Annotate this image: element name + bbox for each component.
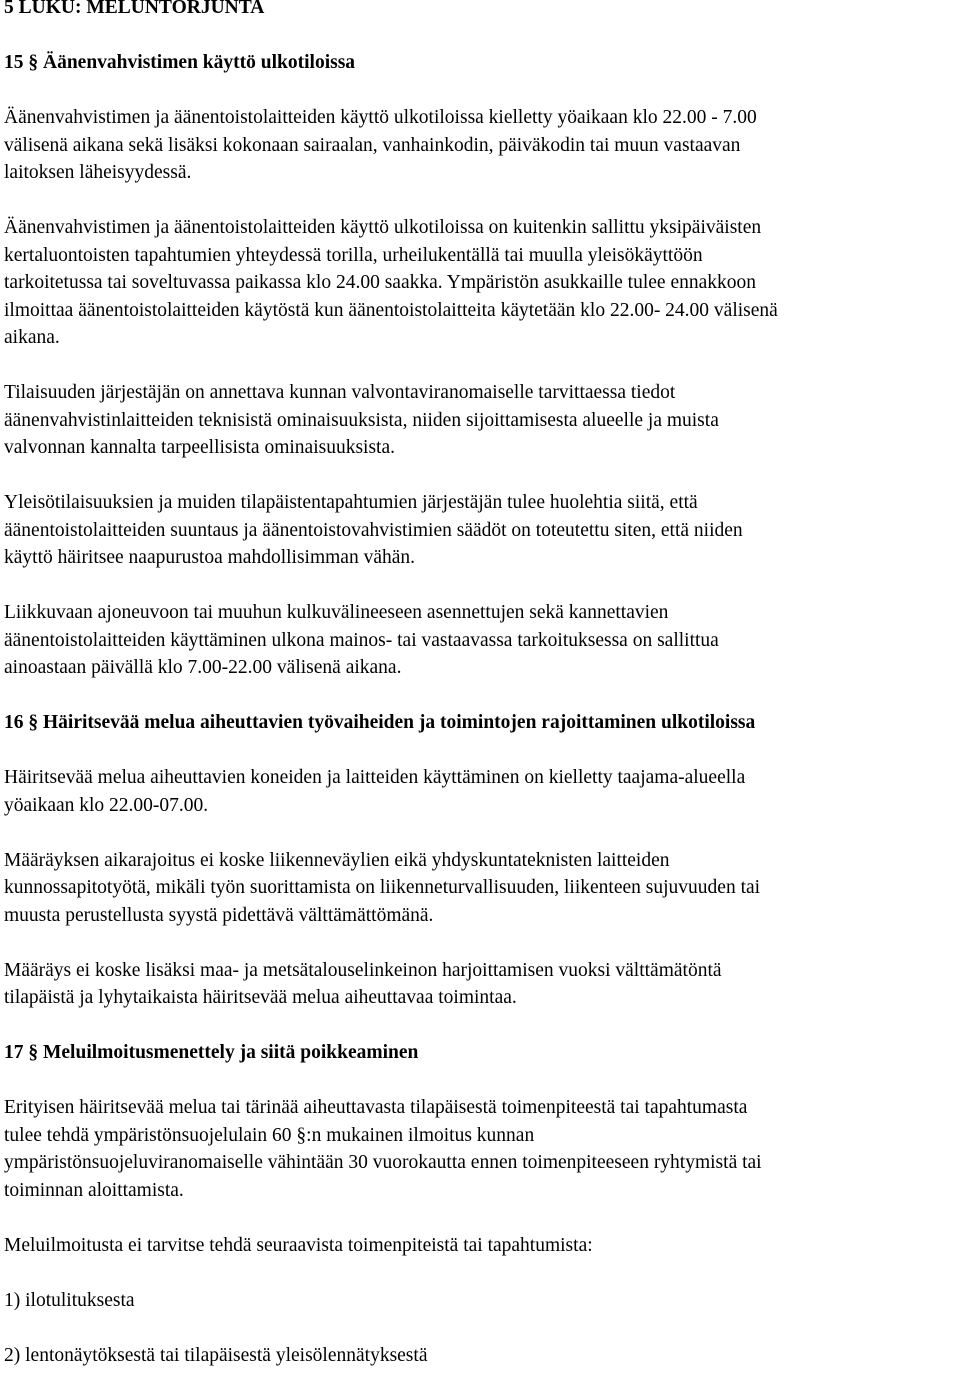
spacer <box>4 22 956 50</box>
spacer <box>4 682 956 710</box>
section-heading-15: 15 § Äänenvahvistimen käyttö ulkotiloissa <box>4 52 356 73</box>
spacer <box>4 77 956 105</box>
spacer <box>4 1012 956 1040</box>
paragraph: Häiritsevää melua aiheuttavien koneiden ja laitteiden käyttäminen on kielletty taajama-alueella yöaikaan klo 22.00-07.00. <box>4 767 746 816</box>
spacer <box>4 737 956 765</box>
paragraph: Äänenvahvistimen ja äänentoistolaitteiden käyttö ulkotiloissa kielletty yöaikaan klo 22.00 - 7.00 välisenä aikana sekä lisäksi kokonaan sairaalan, vanhainkodin, päiväkodin tai muun vastaavan laitoksen läheisyydessä. <box>4 107 757 183</box>
spacer <box>4 1067 956 1095</box>
section-heading-16: 16 § Häiritsevää melua aiheuttavien työvaiheiden ja toimintojen rajoittaminen ulkotiloissa <box>4 712 756 733</box>
spacer <box>4 352 956 380</box>
section-heading-17: 17 § Meluilmoitusmenettely ja siitä poikkeaminen <box>4 1042 419 1063</box>
paragraph: Liikkuvaan ajoneuvoon tai muuhun kulkuvälineeseen asennettujen sekä kannettavien äänentoistolaitteiden käyttäminen ulkona mainos- tai vastaavassa tarkoituksessa on sallittua ainoastaan päivällä klo 7.00-22.00 välisenä aikana. <box>4 602 719 678</box>
spacer <box>4 929 956 957</box>
spacer <box>4 1204 956 1232</box>
paragraph: Äänenvahvistimen ja äänentoistolaitteiden käyttö ulkotiloissa on kuitenkin sallittu yksipäiväisten kertaluontoisten tapahtumien yhteydessä torilla, urheilukentällä tai muulla yleisökäyttöön tarkoitetussa tai soveltuvassa paikassa klo 24.00 saakka. Ympäristön asukkaille tulee ennakkoon ilmoittaa äänentoistolaitteiden käytöstä kun äänentoistolaitteita käytetään klo 22.00- 24.00 välisenä aikana. <box>4 217 778 348</box>
paragraph: Meluilmoitusta ei tarvitse tehdä seuraavista toimenpiteistä tai tapahtumista: <box>4 1234 593 1256</box>
paragraph: Tilaisuuden järjestäjän on annettava kunnan valvontaviranomaiselle tarvittaessa tiedot äänenvahvistinlaitteiden teknisistä ominaisuuksista, niiden sijoittamisesta alueelle ja muista valvonnan kannalta tarpeellisista ominaisuuksista. <box>4 382 719 458</box>
chapter-title: 5 LUKU: MELUNTORJUNTA <box>4 0 265 18</box>
paragraph: Yleisötilaisuuksien ja muiden tilapäistentapahtumien järjestäjän tulee huolehtia siitä, että äänentoistolaitteiden suuntaus ja äänentoistovahvistimien säädöt on toteutettu siten, että niiden käyttö häiritsee naapurustoa mahdollisimman vähän. <box>4 492 743 568</box>
paragraph: Määräys ei koske lisäksi maa- ja metsätalouselinkeinon harjoittamisen vuoksi välttämätöntä tilapäistä ja lyhytaikaista häiritsevää melua aiheuttavaa toimintaa. <box>4 959 722 1008</box>
list-item: 1) ilotulituksesta <box>4 1289 135 1311</box>
spacer <box>4 819 956 847</box>
spacer <box>4 572 956 600</box>
paragraph: Erityisen häiritsevää melua tai tärinää aiheuttavasta tilapäisestä toimenpiteestä tai tapahtumasta tulee tehdä ympäristönsuojelulain 60 §:n mukainen ilmoitus kunnan ympäristönsuojeluviranomaiselle vähintään 30 vuorokautta ennen toimenpiteeseen ryhtymistä tai toiminnan aloittamista. <box>4 1097 762 1201</box>
paragraph: Määräyksen aikarajoitus ei koske liikenneväylien eikä yhdyskuntateknisten laitteiden kunnossapitotyötä, mikäli työn suorittamista on liikenneturvallisuuden, liikenteen sujuvuuden tai muusta perustellusta syystä pidettävä välttämättömänä. <box>4 849 761 926</box>
list-item: 2) lentonäytöksestä tai tilapäisestä yleisölennätyksestä <box>4 1344 428 1366</box>
spacer <box>4 1314 956 1342</box>
spacer <box>4 1259 956 1287</box>
document-page <box>4 0 956 1369</box>
spacer <box>4 462 956 490</box>
spacer <box>4 187 956 215</box>
